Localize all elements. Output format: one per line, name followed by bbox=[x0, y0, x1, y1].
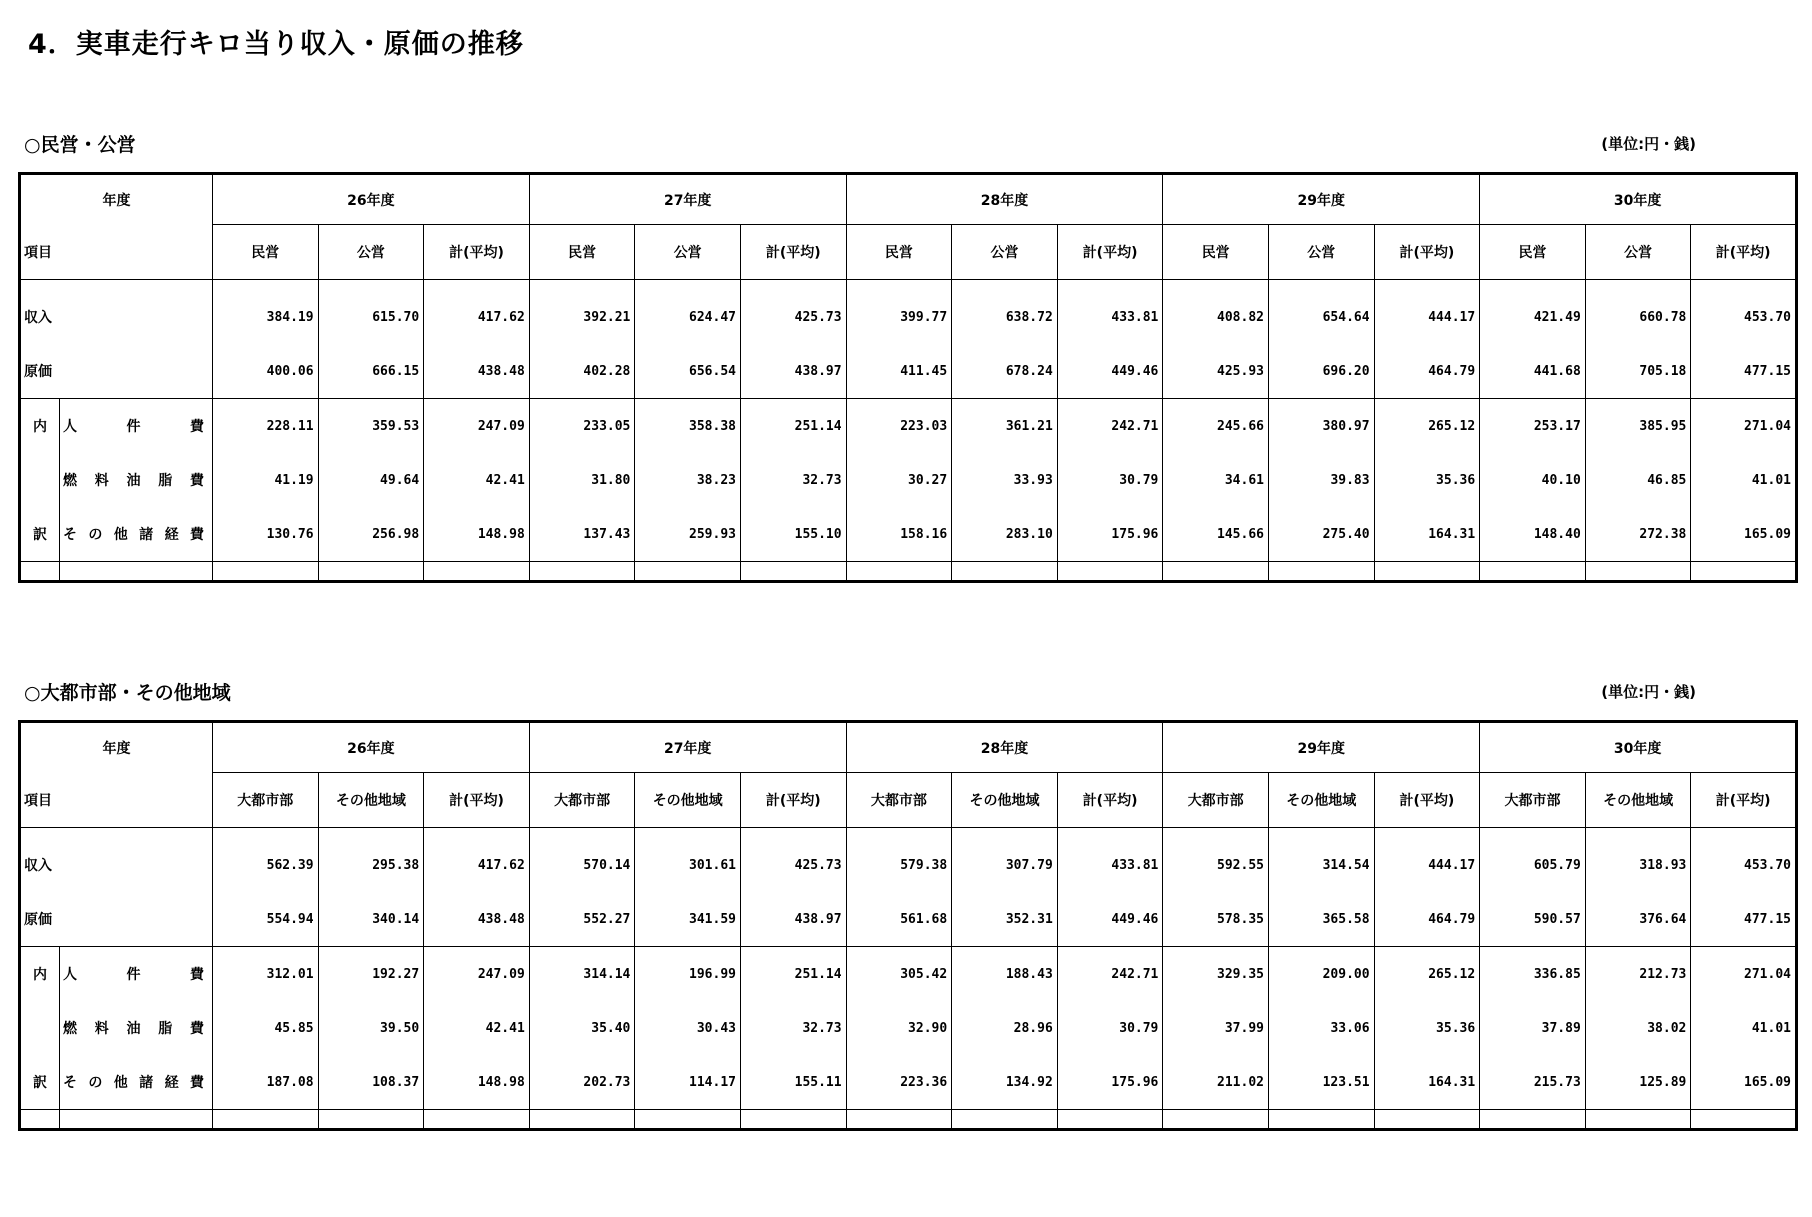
table-cell: 242.71 bbox=[1057, 947, 1163, 1002]
table-cell: 380.97 bbox=[1268, 399, 1374, 454]
table-cell: 425.73 bbox=[740, 838, 846, 892]
year-header: 29年度 bbox=[1163, 722, 1480, 773]
fuel-label-char: 料 bbox=[94, 473, 109, 489]
breakdown-side-label: 訳 bbox=[20, 507, 60, 562]
column-header: その他地域 bbox=[318, 773, 424, 828]
table-cell: 340.14 bbox=[318, 892, 424, 947]
column-header: その他地域 bbox=[1585, 773, 1691, 828]
table-cell: 223.03 bbox=[846, 399, 952, 454]
fuel-row bbox=[20, 453, 1797, 507]
year-header: 27年度 bbox=[529, 174, 846, 225]
other-label-char: 他 bbox=[113, 1075, 128, 1091]
table-cell: 175.96 bbox=[1057, 507, 1163, 562]
table-cell: 441.68 bbox=[1480, 344, 1586, 399]
spacer-row bbox=[20, 280, 1797, 291]
table-cell: 477.15 bbox=[1691, 344, 1797, 399]
table-cell: 158.16 bbox=[846, 507, 952, 562]
column-header: 民営 bbox=[846, 225, 952, 280]
table-cell: 696.20 bbox=[1268, 344, 1374, 399]
table-cell: 148.98 bbox=[424, 507, 530, 562]
spacer-row bbox=[20, 562, 1797, 582]
column-header: 計(平均) bbox=[424, 225, 530, 280]
fuel-label-char: 費 bbox=[190, 1021, 204, 1037]
table-cell: 41.01 bbox=[1691, 453, 1797, 507]
column-header: その他地域 bbox=[952, 773, 1058, 828]
table-cell: 148.40 bbox=[1480, 507, 1586, 562]
table-cell: 247.09 bbox=[424, 399, 530, 454]
table-cell: 130.76 bbox=[213, 507, 319, 562]
table-cell: 38.23 bbox=[635, 453, 741, 507]
table-cell: 271.04 bbox=[1691, 399, 1797, 454]
table-cell: 32.90 bbox=[846, 1001, 952, 1055]
labor-row bbox=[20, 947, 1797, 1002]
table-cell: 46.85 bbox=[1585, 453, 1691, 507]
table-cell: 376.64 bbox=[1585, 892, 1691, 947]
other-row bbox=[20, 507, 1797, 562]
table-cell: 624.47 bbox=[635, 290, 741, 344]
table-cell: 32.73 bbox=[740, 1001, 846, 1055]
table-cell: 155.10 bbox=[740, 507, 846, 562]
breakdown-side-label bbox=[20, 453, 60, 507]
table-cell: 192.27 bbox=[318, 947, 424, 1002]
table-cell: 28.96 bbox=[952, 1001, 1058, 1055]
fuel-label bbox=[60, 453, 213, 507]
column-header: 計(平均) bbox=[1057, 225, 1163, 280]
column-header: 民営 bbox=[1480, 225, 1586, 280]
table-cell: 425.73 bbox=[740, 290, 846, 344]
table-metro-other bbox=[18, 720, 1798, 1131]
fuel-label-char: 脂 bbox=[158, 1021, 173, 1037]
table-cell: 30.79 bbox=[1057, 1001, 1163, 1055]
table-cell: 359.53 bbox=[318, 399, 424, 454]
table-cell: 165.09 bbox=[1691, 507, 1797, 562]
table-cell: 433.81 bbox=[1057, 290, 1163, 344]
table-cell: 365.58 bbox=[1268, 892, 1374, 947]
section-label-metro-other: ○大都市部・その他地域 bbox=[24, 682, 231, 704]
cost-label: 原価 bbox=[20, 892, 213, 947]
table-cell: 265.12 bbox=[1374, 399, 1480, 454]
table-cell: 449.46 bbox=[1057, 344, 1163, 399]
table-cell: 561.68 bbox=[846, 892, 952, 947]
column-header: 公営 bbox=[1585, 225, 1691, 280]
labor-label-char: 人 bbox=[63, 419, 77, 435]
table-cell: 417.62 bbox=[424, 838, 530, 892]
table-cell: 433.81 bbox=[1057, 838, 1163, 892]
table-cell: 361.21 bbox=[952, 399, 1058, 454]
breakdown-side-label: 訳 bbox=[20, 1055, 60, 1110]
cost-row bbox=[20, 892, 1797, 947]
table-cell: 49.64 bbox=[318, 453, 424, 507]
table-cell: 251.14 bbox=[740, 399, 846, 454]
table-cell: 477.15 bbox=[1691, 892, 1797, 947]
year-header: 27年度 bbox=[529, 722, 846, 773]
table-cell: 385.95 bbox=[1585, 399, 1691, 454]
table-cell: 425.93 bbox=[1163, 344, 1269, 399]
column-header: 民営 bbox=[213, 225, 319, 280]
table-cell: 148.98 bbox=[424, 1055, 530, 1110]
table-cell: 41.19 bbox=[213, 453, 319, 507]
table-cell: 660.78 bbox=[1585, 290, 1691, 344]
other-label bbox=[60, 507, 213, 562]
table-cell: 211.02 bbox=[1163, 1055, 1269, 1110]
year-label: 年度 bbox=[20, 722, 213, 773]
other-label-char: 費 bbox=[189, 1075, 204, 1091]
other-label-char: 諸 bbox=[139, 527, 154, 543]
table-cell: 34.61 bbox=[1163, 453, 1269, 507]
table-cell: 312.01 bbox=[213, 947, 319, 1002]
labor-label-char: 件 bbox=[126, 967, 141, 983]
year-header: 26年度 bbox=[213, 722, 530, 773]
table-cell: 39.50 bbox=[318, 1001, 424, 1055]
table-cell: 552.27 bbox=[529, 892, 635, 947]
table-cell: 554.94 bbox=[213, 892, 319, 947]
fuel-row bbox=[20, 1001, 1797, 1055]
table-cell: 411.45 bbox=[846, 344, 952, 399]
fuel-label-char: 費 bbox=[190, 473, 204, 489]
spacer-row bbox=[20, 1110, 1797, 1130]
table-cell: 259.93 bbox=[635, 507, 741, 562]
table-cell: 417.62 bbox=[424, 290, 530, 344]
table-cell: 164.31 bbox=[1374, 1055, 1480, 1110]
table-cell: 134.92 bbox=[952, 1055, 1058, 1110]
column-header: 大都市部 bbox=[846, 773, 952, 828]
breakdown-side-label: 内 bbox=[20, 947, 60, 1002]
unit-label: (単位:円・銭) bbox=[1601, 683, 1696, 701]
table-cell: 145.66 bbox=[1163, 507, 1269, 562]
column-header: 民営 bbox=[1163, 225, 1269, 280]
table-cell: 318.93 bbox=[1585, 838, 1691, 892]
column-header: その他地域 bbox=[1268, 773, 1374, 828]
table-cell: 341.59 bbox=[635, 892, 741, 947]
table-cell: 33.06 bbox=[1268, 1001, 1374, 1055]
other-label-char: 他 bbox=[113, 527, 128, 543]
labor-label-char: 人 bbox=[63, 967, 77, 983]
column-header: 公営 bbox=[1268, 225, 1374, 280]
column-header: 大都市部 bbox=[529, 773, 635, 828]
table-cell: 188.43 bbox=[952, 947, 1058, 1002]
table-cell: 654.64 bbox=[1268, 290, 1374, 344]
other-label-char: の bbox=[88, 1075, 103, 1091]
table-cell: 245.66 bbox=[1163, 399, 1269, 454]
table-cell: 336.85 bbox=[1480, 947, 1586, 1002]
table-cell: 39.83 bbox=[1268, 453, 1374, 507]
income-row bbox=[20, 290, 1797, 344]
table-cell: 449.46 bbox=[1057, 892, 1163, 947]
table-cell: 265.12 bbox=[1374, 947, 1480, 1002]
table-cell: 42.41 bbox=[424, 1001, 530, 1055]
table-cell: 444.17 bbox=[1374, 290, 1480, 344]
column-header: 計(平均) bbox=[1374, 225, 1480, 280]
other-label-char: 経 bbox=[164, 527, 179, 543]
year-header: 30年度 bbox=[1480, 722, 1797, 773]
other-label-char: 経 bbox=[164, 1075, 179, 1091]
table-cell: 590.57 bbox=[1480, 892, 1586, 947]
table-public-private bbox=[18, 172, 1798, 583]
table-cell: 438.97 bbox=[740, 344, 846, 399]
table-cell: 35.40 bbox=[529, 1001, 635, 1055]
fuel-label bbox=[60, 1001, 213, 1055]
other-label-char: 諸 bbox=[139, 1075, 154, 1091]
table-cell: 42.41 bbox=[424, 453, 530, 507]
table-cell: 223.36 bbox=[846, 1055, 952, 1110]
table-cell: 579.38 bbox=[846, 838, 952, 892]
table-cell: 453.70 bbox=[1691, 838, 1797, 892]
column-header: 公営 bbox=[318, 225, 424, 280]
table-cell: 196.99 bbox=[635, 947, 741, 1002]
fuel-label-char: 脂 bbox=[158, 473, 173, 489]
header-row-columns bbox=[20, 773, 1797, 828]
table-cell: 305.42 bbox=[846, 947, 952, 1002]
table-cell: 656.54 bbox=[635, 344, 741, 399]
header-row-years bbox=[20, 722, 1797, 773]
year-header: 29年度 bbox=[1163, 174, 1480, 225]
year-header: 28年度 bbox=[846, 174, 1163, 225]
column-header: 計(平均) bbox=[1691, 225, 1797, 280]
table-cell: 301.61 bbox=[635, 838, 741, 892]
column-header: 大都市部 bbox=[213, 773, 319, 828]
cost-label: 原価 bbox=[20, 344, 213, 399]
table-cell: 438.48 bbox=[424, 892, 530, 947]
table-cell: 352.31 bbox=[952, 892, 1058, 947]
spacer-row bbox=[20, 828, 1797, 839]
table-cell: 705.18 bbox=[1585, 344, 1691, 399]
table-cell: 384.19 bbox=[213, 290, 319, 344]
other-label-char: そ bbox=[63, 1075, 77, 1091]
table-cell: 464.79 bbox=[1374, 344, 1480, 399]
table-cell: 40.10 bbox=[1480, 453, 1586, 507]
table-cell: 605.79 bbox=[1480, 838, 1586, 892]
table-cell: 402.28 bbox=[529, 344, 635, 399]
table-cell: 562.39 bbox=[213, 838, 319, 892]
table-cell: 464.79 bbox=[1374, 892, 1480, 947]
table-cell: 37.89 bbox=[1480, 1001, 1586, 1055]
column-header: 計(平均) bbox=[740, 225, 846, 280]
table-cell: 638.72 bbox=[952, 290, 1058, 344]
other-label bbox=[60, 1055, 213, 1110]
table-cell: 37.99 bbox=[1163, 1001, 1269, 1055]
table-cell: 272.38 bbox=[1585, 507, 1691, 562]
table-cell: 275.40 bbox=[1268, 507, 1374, 562]
other-label-char: そ bbox=[63, 527, 77, 543]
table-cell: 32.73 bbox=[740, 453, 846, 507]
table-cell: 155.11 bbox=[740, 1055, 846, 1110]
item-label: 項目 bbox=[20, 773, 213, 828]
table-cell: 615.70 bbox=[318, 290, 424, 344]
table-cell: 212.73 bbox=[1585, 947, 1691, 1002]
table-cell: 202.73 bbox=[529, 1055, 635, 1110]
year-header: 30年度 bbox=[1480, 174, 1797, 225]
table-cell: 41.01 bbox=[1691, 1001, 1797, 1055]
item-label: 項目 bbox=[20, 225, 213, 280]
table-cell: 35.36 bbox=[1374, 453, 1480, 507]
section-label-public-private: ○民営・公営 bbox=[24, 134, 136, 156]
column-header: 大都市部 bbox=[1480, 773, 1586, 828]
table-cell: 570.14 bbox=[529, 838, 635, 892]
table-cell: 164.31 bbox=[1374, 507, 1480, 562]
table-cell: 421.49 bbox=[1480, 290, 1586, 344]
labor-row bbox=[20, 399, 1797, 454]
year-label: 年度 bbox=[20, 174, 213, 225]
table-cell: 444.17 bbox=[1374, 838, 1480, 892]
table-cell: 251.14 bbox=[740, 947, 846, 1002]
labor-label-char: 費 bbox=[190, 419, 204, 435]
column-header: 計(平均) bbox=[740, 773, 846, 828]
table-cell: 307.79 bbox=[952, 838, 1058, 892]
cost-row bbox=[20, 344, 1797, 399]
header-row-columns bbox=[20, 225, 1797, 280]
table-cell: 228.11 bbox=[213, 399, 319, 454]
unit-label: (単位:円・銭) bbox=[1601, 135, 1696, 153]
table-cell: 314.14 bbox=[529, 947, 635, 1002]
fuel-label-char: 燃 bbox=[63, 473, 77, 489]
table-cell: 678.24 bbox=[952, 344, 1058, 399]
table-cell: 108.37 bbox=[318, 1055, 424, 1110]
labor-label-char: 件 bbox=[126, 419, 141, 435]
table-cell: 215.73 bbox=[1480, 1055, 1586, 1110]
table-cell: 33.93 bbox=[952, 453, 1058, 507]
table-cell: 295.38 bbox=[318, 838, 424, 892]
table-cell: 271.04 bbox=[1691, 947, 1797, 1002]
table-cell: 453.70 bbox=[1691, 290, 1797, 344]
column-header: 計(平均) bbox=[1374, 773, 1480, 828]
table-cell: 392.21 bbox=[529, 290, 635, 344]
table-cell: 329.35 bbox=[1163, 947, 1269, 1002]
table-cell: 30.79 bbox=[1057, 453, 1163, 507]
column-header: 公営 bbox=[635, 225, 741, 280]
fuel-label-char: 油 bbox=[126, 473, 141, 489]
table-cell: 400.06 bbox=[213, 344, 319, 399]
table-cell: 253.17 bbox=[1480, 399, 1586, 454]
column-header: 計(平均) bbox=[1057, 773, 1163, 828]
table-cell: 31.80 bbox=[529, 453, 635, 507]
breakdown-side-label bbox=[20, 1001, 60, 1055]
income-label: 収入 bbox=[20, 290, 213, 344]
year-header: 28年度 bbox=[846, 722, 1163, 773]
table-cell: 123.51 bbox=[1268, 1055, 1374, 1110]
table-cell: 247.09 bbox=[424, 947, 530, 1002]
table-cell: 578.35 bbox=[1163, 892, 1269, 947]
table-cell: 314.54 bbox=[1268, 838, 1374, 892]
table-cell: 38.02 bbox=[1585, 1001, 1691, 1055]
page-title: 4．実車走行キロ当り収入・原価の推移 bbox=[28, 29, 524, 60]
table-cell: 137.43 bbox=[529, 507, 635, 562]
table-cell: 233.05 bbox=[529, 399, 635, 454]
labor-label bbox=[60, 399, 213, 454]
table-cell: 45.85 bbox=[213, 1001, 319, 1055]
other-label-char: 費 bbox=[189, 527, 204, 543]
income-row bbox=[20, 838, 1797, 892]
table-cell: 283.10 bbox=[952, 507, 1058, 562]
year-header: 26年度 bbox=[213, 174, 530, 225]
table-cell: 175.96 bbox=[1057, 1055, 1163, 1110]
table-cell: 209.00 bbox=[1268, 947, 1374, 1002]
table-cell: 399.77 bbox=[846, 290, 952, 344]
table-cell: 592.55 bbox=[1163, 838, 1269, 892]
column-header: その他地域 bbox=[635, 773, 741, 828]
table-cell: 30.27 bbox=[846, 453, 952, 507]
breakdown-side-label: 内 bbox=[20, 399, 60, 454]
other-label-char: の bbox=[88, 527, 103, 543]
table-cell: 666.15 bbox=[318, 344, 424, 399]
income-label: 収入 bbox=[20, 838, 213, 892]
table-cell: 187.08 bbox=[213, 1055, 319, 1110]
column-header: 民営 bbox=[529, 225, 635, 280]
table-cell: 165.09 bbox=[1691, 1055, 1797, 1110]
table-cell: 125.89 bbox=[1585, 1055, 1691, 1110]
fuel-label-char: 料 bbox=[94, 1021, 109, 1037]
table-cell: 358.38 bbox=[635, 399, 741, 454]
column-header: 公営 bbox=[952, 225, 1058, 280]
table-cell: 438.48 bbox=[424, 344, 530, 399]
header-row-years bbox=[20, 174, 1797, 225]
table-cell: 256.98 bbox=[318, 507, 424, 562]
table-cell: 242.71 bbox=[1057, 399, 1163, 454]
table-cell: 114.17 bbox=[635, 1055, 741, 1110]
table-cell: 408.82 bbox=[1163, 290, 1269, 344]
fuel-label-char: 油 bbox=[126, 1021, 141, 1037]
labor-label-char: 費 bbox=[190, 967, 204, 983]
table-cell: 438.97 bbox=[740, 892, 846, 947]
table-cell: 30.43 bbox=[635, 1001, 741, 1055]
column-header: 計(平均) bbox=[424, 773, 530, 828]
fuel-label-char: 燃 bbox=[63, 1021, 77, 1037]
table-cell: 35.36 bbox=[1374, 1001, 1480, 1055]
column-header: 計(平均) bbox=[1691, 773, 1797, 828]
labor-label bbox=[60, 947, 213, 1002]
other-row bbox=[20, 1055, 1797, 1110]
column-header: 大都市部 bbox=[1163, 773, 1269, 828]
